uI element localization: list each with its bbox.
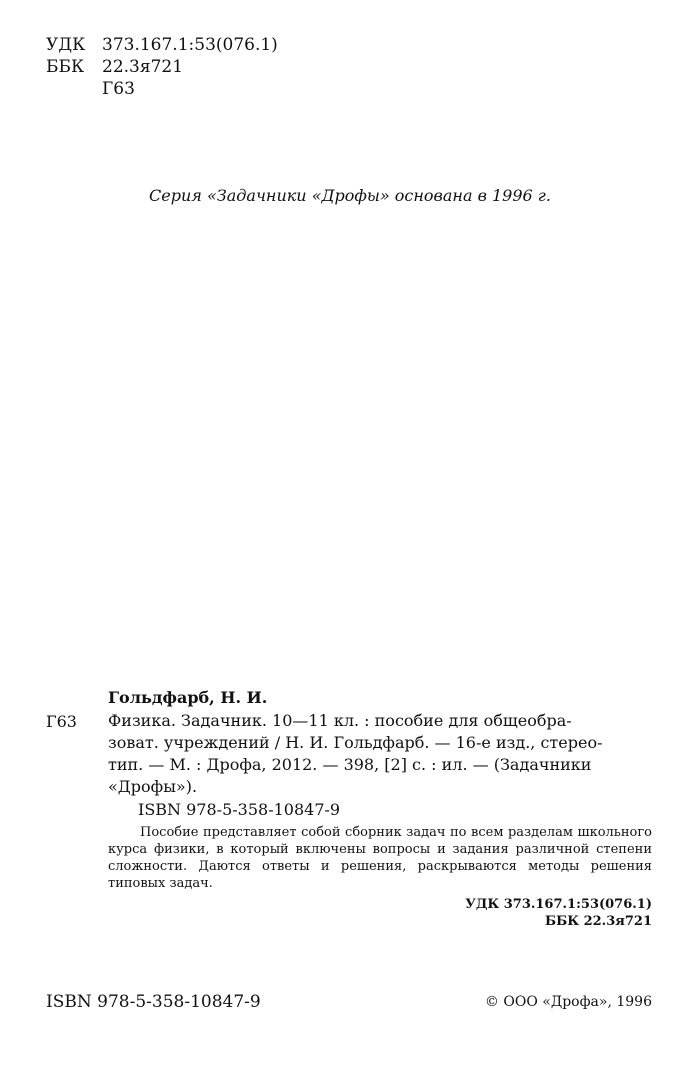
udk-value: 373.167.1:53(076.1) (102, 35, 278, 55)
card-bbk: ББК 22.3я721 (545, 914, 652, 929)
card-author-code: Г63 (46, 712, 77, 731)
card-description (108, 710, 652, 798)
series-note: Серия «Задачники «Дрофы» основана в 1996 г. (149, 186, 551, 205)
card-udk: УДК 373.167.1:53(076.1) (465, 897, 652, 912)
footer-copyright: © ООО «Дрофа», 1996 (484, 994, 652, 1010)
card-description-line: «Дрофы»). (108, 777, 198, 796)
bbk-value: 22.3я721 (102, 57, 184, 77)
card-isbn: ISBN 978-5-358-10847-9 (138, 800, 341, 819)
card-description-line: тип. — М. : Дрофа, 2012. — 398, [2] с. : ил. — (Задачники (108, 755, 592, 774)
card-index-codes (465, 896, 652, 930)
udk-classification (46, 34, 278, 56)
footer-isbn: ISBN 978-5-358-10847-9 (46, 992, 261, 1012)
card-description-line: зоват. учреждений / Н. И. Гольдфарб. — 16-е изд., стерео- (108, 733, 603, 752)
udk-label: УДК (46, 35, 86, 55)
card-annotation: Пособие представляет собой сборник задач по всем разделам школьного курса физики, в который включены вопросы и задания различной степени сложности. Даются ответы и решения, раскрываются методы решения типовых задач. (108, 825, 652, 891)
card-author: Гольдфарб, Н. И. (108, 688, 268, 707)
bbk-classification (46, 56, 183, 78)
card-description-line: Физика. Задачник. 10—11 кл. : пособие для общеобра- (108, 711, 572, 730)
author-mark: Г63 (102, 79, 135, 99)
bbk-label: ББК (46, 57, 85, 77)
